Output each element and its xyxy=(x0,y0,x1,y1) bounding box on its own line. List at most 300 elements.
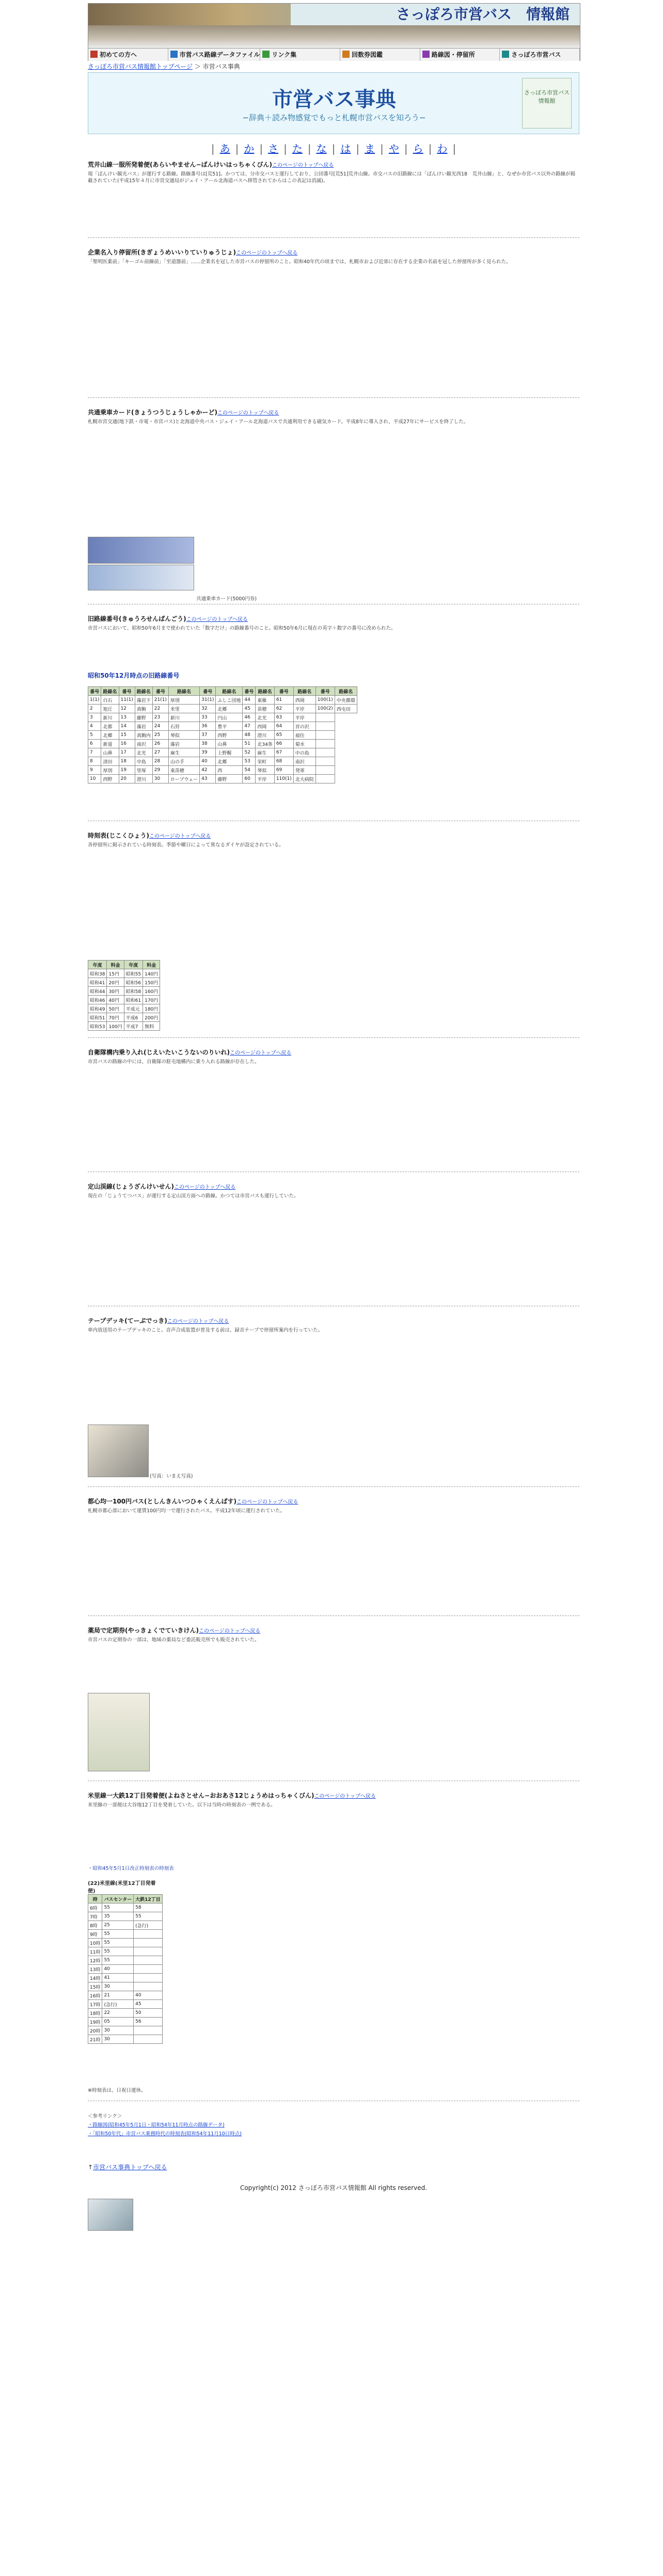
related-link-timetable[interactable]: ・「昭和50年代」市営バス乗務時代の時刻表(昭和54年11月10日時点) xyxy=(88,2131,242,2137)
table-row xyxy=(88,1921,163,1930)
table-cell: 豊平 xyxy=(216,722,243,731)
entry-body: 札幌市都心部において運賃100円均一で運行されたバス。平成12年頃に運行されていた。 xyxy=(88,1508,286,1514)
table-cell: 5 xyxy=(88,731,101,740)
table-cell: 55 xyxy=(102,1956,134,1965)
nav-square-icon xyxy=(342,51,350,58)
table-cell: 18 xyxy=(119,757,135,766)
kana-link-a[interactable]: あ xyxy=(219,142,230,155)
page-subtitle: −辞典＋読み物感覚でもっと札幌市営バスを知ろう− xyxy=(242,113,426,122)
column-header: 路線名 xyxy=(216,687,243,696)
table-cell: 65 xyxy=(274,731,293,740)
table-cell: 160円 xyxy=(143,987,160,996)
table-cell: 山鼻 xyxy=(101,748,119,757)
table-cell: 40円 xyxy=(107,996,124,1004)
table-cell: 新川 xyxy=(168,713,199,722)
old-route-heading: 昭和50年12月時点の旧路線番号 xyxy=(88,672,180,679)
table-cell: 11(1) xyxy=(119,696,135,705)
table-cell: 清田 xyxy=(101,757,119,766)
nav-square-icon xyxy=(90,51,98,58)
table-cell: 53 xyxy=(243,757,256,766)
table-cell: 50円 xyxy=(107,1004,124,1013)
kana-link-wa[interactable]: わ xyxy=(437,142,448,155)
table-cell: 9時 xyxy=(88,1930,102,1939)
nav-label: さっぽろ市営バス xyxy=(511,51,561,58)
page-title: 市営バス事典 xyxy=(272,87,396,111)
table-cell: 琴似 xyxy=(168,731,199,740)
top-nav xyxy=(88,48,580,61)
table-cell: 昭和58 xyxy=(124,987,143,996)
table-cell: 55 xyxy=(102,1903,134,1912)
table-cell: 19時 xyxy=(88,2018,102,2026)
table-cell: 35 xyxy=(102,1912,134,1921)
table-cell: 新川 xyxy=(101,713,119,722)
table-row xyxy=(88,740,357,748)
entry-title: 自衛隊構内乗り入れ(じえいたいこうないのりいれ)このページのトップへ戻る xyxy=(88,1049,292,1056)
nav-square-icon xyxy=(262,51,270,58)
table-cell: 15 xyxy=(119,731,135,740)
table-cell: 琴似 xyxy=(256,766,274,775)
table-cell: 150円 xyxy=(143,978,160,987)
table-cell: 100円 xyxy=(107,1022,124,1031)
table-cell: 20円 xyxy=(107,978,124,987)
back-to-top-link[interactable]: このページのトップへ戻る xyxy=(149,834,211,839)
common-card-image-1 xyxy=(88,537,194,564)
entry-timetable xyxy=(88,831,579,849)
table-cell: 45 xyxy=(134,2000,163,2009)
table-cell xyxy=(134,1930,163,1939)
table-cell xyxy=(315,731,335,740)
pharmacy-pass-photo xyxy=(88,1693,150,1771)
divider xyxy=(88,237,579,238)
entry-pharmacy-pass xyxy=(88,1626,579,1643)
table-cell: 7時 xyxy=(88,1912,102,1921)
table-cell: 厚別 xyxy=(101,766,119,775)
table-cell xyxy=(315,740,335,748)
table-cell: 新道 xyxy=(101,740,119,748)
table-row xyxy=(88,1022,160,1031)
table-cell: 山の手 xyxy=(168,757,199,766)
kana-link-ya[interactable]: や xyxy=(388,142,399,155)
kana-link-ha[interactable]: は xyxy=(340,142,351,155)
table-cell: 菊水 xyxy=(293,740,315,748)
entry-100yen-bus xyxy=(88,1497,579,1514)
table-cell: 13時 xyxy=(88,1965,102,1974)
table-cell: 68 xyxy=(274,757,293,766)
table-cell: 真駒内 xyxy=(135,731,152,740)
table-cell: 17時 xyxy=(88,2000,102,2009)
schedule-caption: (22)米里線(米里12丁目発着便) xyxy=(88,1881,156,1894)
table-cell xyxy=(315,766,335,775)
table-cell: (急行) xyxy=(102,2000,134,2009)
table-cell: 63 xyxy=(274,713,293,722)
table-row xyxy=(88,969,160,978)
table-cell: 55 xyxy=(102,1947,134,1956)
hero-banner xyxy=(88,72,579,134)
nav-item-map[interactable] xyxy=(420,49,500,61)
table-cell: 13 xyxy=(119,713,135,722)
table-cell: 30 xyxy=(102,2026,134,2035)
table-cell: 北34条 xyxy=(256,740,274,748)
table-cell: 北郷 xyxy=(101,731,119,740)
table-cell: 25 xyxy=(102,1921,134,1930)
table-cell: 白石 xyxy=(101,696,119,705)
table-cell: 10 xyxy=(88,775,101,783)
table-header-row xyxy=(88,961,160,969)
table-cell: 30 xyxy=(102,1982,134,1991)
table-cell: 藻岩 xyxy=(135,722,152,731)
table-cell: ローブウェー xyxy=(168,775,199,783)
table-cell: 47 xyxy=(243,722,256,731)
table-row xyxy=(88,748,357,757)
table-cell: 55 xyxy=(134,1912,163,1921)
back-to-top-link[interactable]: このページのトップへ戻る xyxy=(235,250,298,256)
table-row xyxy=(88,2035,163,2044)
table-cell: 110(1) xyxy=(274,775,293,783)
schedule-footnote: ※時刻表は、日祝日運休。 xyxy=(88,2088,146,2093)
nav-item-intro[interactable] xyxy=(88,49,168,61)
table-cell: 発寒 xyxy=(293,766,315,775)
table-cell xyxy=(134,1947,163,1956)
table-cell: 11時 xyxy=(88,1947,102,1956)
table-row xyxy=(88,2009,163,2018)
old-route-table xyxy=(88,686,357,783)
mascot-label: さっぽろ市営バス情報館 xyxy=(524,89,570,104)
entry-old-route-number xyxy=(88,614,579,632)
nav-item-links[interactable] xyxy=(260,49,340,61)
back-to-top-link[interactable]: このページのトップへ戻る xyxy=(314,1794,376,1799)
entry-common-card xyxy=(88,408,579,425)
table-row xyxy=(88,775,357,783)
table-cell: 36 xyxy=(200,722,216,731)
table-cell: 福住 xyxy=(293,731,315,740)
fare-table-container xyxy=(88,960,160,1031)
table-row xyxy=(88,1974,163,1982)
kana-link-sa[interactable]: さ xyxy=(268,142,279,155)
table-cell: 南沢 xyxy=(293,757,315,766)
table-body xyxy=(88,1903,163,2044)
table-cell: 中央循環 xyxy=(335,696,357,705)
table-row xyxy=(88,987,160,996)
table-cell: 52 xyxy=(243,748,256,757)
table-cell: 28 xyxy=(152,757,168,766)
entry-sdf xyxy=(88,1048,579,1065)
back-to-top-link[interactable]: このページのトップへ戻る xyxy=(198,1628,261,1634)
back-to-index-link[interactable]: 市営バス事典トップへ戻る xyxy=(93,2164,167,2171)
table-row xyxy=(88,1004,160,1013)
table-cell: 16時 xyxy=(88,1991,102,2000)
entry-body: 米里線の一部便は大谷地12丁目を発着していた。以下は当時の時刻表の一例である。 xyxy=(88,1802,276,1808)
back-to-index xyxy=(88,2163,167,2171)
entry-body: 札幌市営交通(地下鉄・市電・市営バス)と北海道中央バス・ジェイ・アール北海道バスで共通利用できる磁気カード。平成8年に導入され、平成27年にサービスを終了した。 xyxy=(88,419,469,425)
table-cell: 東苗穂 xyxy=(168,766,199,775)
table-header-row xyxy=(88,1895,163,1903)
table-cell: 栄町 xyxy=(256,757,274,766)
entry-yonesato-line xyxy=(88,1791,579,1809)
column-header: 料金 xyxy=(107,961,124,969)
table-cell: 20時 xyxy=(88,2026,102,2035)
table-cell: 60 xyxy=(243,775,256,783)
entry-araiyama xyxy=(88,160,579,184)
table-row xyxy=(88,705,357,713)
nav-square-icon xyxy=(170,51,178,58)
table-cell: 46 xyxy=(243,713,256,722)
column-header: 路線名 xyxy=(256,687,274,696)
column-header: 番号 xyxy=(88,687,101,696)
related-link-route-map[interactable]: ・路線図(昭和45年5月1日・昭和54年11月時点の路線データ) xyxy=(88,2122,225,2128)
table-row xyxy=(88,1982,163,1991)
table-cell: 12 xyxy=(119,705,135,713)
table-cell: 51 xyxy=(243,740,256,748)
table-cell xyxy=(315,748,335,757)
table-cell xyxy=(315,775,335,783)
related-heading: ＜参考リンク＞ xyxy=(88,2114,122,2119)
table-cell: 北郷 xyxy=(216,705,243,713)
back-to-top-link[interactable]: このページのトップへ戻る xyxy=(229,1050,292,1056)
table-cell: 6 xyxy=(88,740,101,748)
table-cell: 麻生 xyxy=(168,748,199,757)
table-cell: 中の島 xyxy=(293,748,315,757)
kana-link-ta[interactable]: た xyxy=(292,142,303,155)
table-cell: 100(1) xyxy=(315,696,335,705)
column-header: 年度 xyxy=(88,961,107,969)
card-caption: 共通乗車カード(5000円券) xyxy=(196,596,257,602)
table-cell: 無料 xyxy=(143,1022,160,1031)
kana-link-na[interactable]: な xyxy=(316,142,327,155)
table-cell: 9 xyxy=(88,766,101,775)
table-cell: 23 xyxy=(152,713,168,722)
table-cell: 1(1) xyxy=(88,696,101,705)
table-cell: 21時 xyxy=(88,2035,102,2044)
table-cell: 20 xyxy=(119,775,135,783)
table-row xyxy=(88,2026,163,2035)
entry-title: 米里線一大鉄12丁目発着便(よねさとせん−おおあさ12じょうめはっちゃくびん)このページのトップへ戻る xyxy=(88,1792,376,1799)
back-to-top-link[interactable]: このページのトップへ戻る xyxy=(272,163,334,168)
table-cell: 14時 xyxy=(88,1974,102,1982)
back-to-top-link[interactable]: このページのトップへ戻る xyxy=(173,1185,236,1190)
table-cell: 麻生 xyxy=(256,748,274,757)
banner-photo xyxy=(88,25,580,48)
table-cell: 東雁 xyxy=(256,696,274,705)
table-cell: 26 xyxy=(152,740,168,748)
back-to-top-link[interactable]: このページのトップへ戻る xyxy=(186,617,248,622)
table-cell: 西岡 xyxy=(256,722,274,731)
site-banner xyxy=(88,3,580,61)
table-cell xyxy=(134,1982,163,1991)
table-cell: 平成7 xyxy=(124,1022,143,1031)
table-row xyxy=(88,978,160,987)
entry-body: 各停留所に掲示されている時刻表。季節や曜日によって異なるダイヤが設定されている。 xyxy=(88,842,284,848)
table-row xyxy=(88,996,160,1004)
entry-body: 車内放送用のテープデッキのこと。音声合成装置が普及する前は、録音テープで停留所案内を行っていた。 xyxy=(88,1327,323,1333)
table-cell: 北郷 xyxy=(216,757,243,766)
table-cell: 里塚 xyxy=(135,766,152,775)
divider xyxy=(88,1037,579,1038)
table-cell: 21 xyxy=(102,1991,134,2000)
table-cell xyxy=(134,1939,163,1947)
table-cell: 北光 xyxy=(135,748,152,757)
table-cell: 30円 xyxy=(107,987,124,996)
kana-link-ka[interactable]: か xyxy=(244,142,255,155)
table-cell: 62 xyxy=(274,705,293,713)
table-cell: 澄川 xyxy=(135,775,152,783)
breadcrumb-separator: ＞ xyxy=(192,63,203,70)
breadcrumb-home-link[interactable]: さっぽろ市営バス情報館トップページ xyxy=(88,63,193,70)
table-cell: 西 xyxy=(216,766,243,775)
schedule-table-container xyxy=(88,1879,163,2044)
entry-body: 市営バスの定期券の一部は、地域の薬局など委託販売所でも販売されていた。 xyxy=(88,1637,260,1643)
table-cell: 180円 xyxy=(143,1004,160,1013)
mascot-logo xyxy=(522,78,572,129)
table-cell: 昭和56 xyxy=(124,978,143,987)
table-cell xyxy=(134,2026,163,2035)
table-row xyxy=(88,722,357,731)
entry-title: 定山渓線(じょうざんけいせん)このページのトップへ戻る xyxy=(88,1183,236,1190)
entry-body: 「聖明医薬前」「キーゴル前線前」「至道器前」……企業名を冠した市営バスの停留所のこと。昭和40年代の頃までは、札幌市および近郊に存在する企業の名前を冠した停留所が多く見られた。 xyxy=(88,259,511,265)
column-header: 番号 xyxy=(152,687,168,696)
table-cell: 6時 xyxy=(88,1903,102,1912)
table-cell: 真駒 xyxy=(135,705,152,713)
column-header: 路線名 xyxy=(168,687,199,696)
table-row xyxy=(88,1947,163,1956)
table-cell: 39 xyxy=(200,748,216,757)
table-cell: 苗穂 xyxy=(256,705,274,713)
kana-link-ra[interactable]: ら xyxy=(413,142,423,155)
table-cell xyxy=(134,2035,163,2044)
table-cell: 藤野 xyxy=(135,713,152,722)
column-header: 番号 xyxy=(315,687,335,696)
nav-item-route-data[interactable] xyxy=(168,49,261,61)
table-cell: 昭和44 xyxy=(88,987,107,996)
table-cell: 14 xyxy=(119,722,135,731)
table-row xyxy=(88,731,357,740)
table-cell: 66 xyxy=(274,740,293,748)
table-cell: 藻岩 xyxy=(168,740,199,748)
table-cell: 旭丘 xyxy=(101,705,119,713)
table-cell: 38 xyxy=(200,740,216,748)
table-cell: 27 xyxy=(152,748,168,757)
table-cell: 平岸 xyxy=(293,713,315,722)
table-cell: 南沢 xyxy=(135,740,152,748)
table-cell: 40 xyxy=(134,1991,163,2000)
entry-tape-deck xyxy=(88,1316,579,1334)
site-title: さっぽろ市営バス 情報館 xyxy=(291,4,580,25)
entry-title: 共通乗車カード(きょうつうじょうしゃかーど)このページのトップへ戻る xyxy=(88,409,279,416)
table-cell: 29 xyxy=(152,766,168,775)
table-cell: 昭和49 xyxy=(88,1004,107,1013)
column-header: 大鉄12丁目 xyxy=(134,1895,163,1903)
table-cell: 石狩 xyxy=(168,722,199,731)
table-cell: 円山 xyxy=(216,713,243,722)
entry-body: 現在の「じょうてつバス」が運行する定山渓方面への路線。かつては市営バスも運行していた。 xyxy=(88,1193,299,1199)
tape-deck-photo xyxy=(88,1425,149,1477)
table-cell: (急行) xyxy=(134,1921,163,1930)
nav-label: 路線図・停留所 xyxy=(431,51,475,58)
table-cell: 昭和38 xyxy=(88,969,107,978)
table-cell: 藤野 xyxy=(216,775,243,783)
table-cell: 58 xyxy=(134,1903,163,1912)
table-cell: 19 xyxy=(119,766,135,775)
back-to-top-link[interactable]: このページのトップへ戻る xyxy=(167,1319,229,1324)
table-cell: 16 xyxy=(119,740,135,748)
table-cell: 22 xyxy=(152,705,168,713)
column-header: 路線名 xyxy=(135,687,152,696)
table-cell: 50 xyxy=(134,2009,163,2018)
table-cell: 56 xyxy=(134,2018,163,2026)
back-to-top-link[interactable]: このページのトップへ戻る xyxy=(236,1499,298,1505)
entry-title: 旧路線番号(きゅうろせんばんごう)このページのトップへ戻る xyxy=(88,615,248,622)
nav-item-tickets[interactable] xyxy=(340,49,420,61)
table-row xyxy=(88,766,357,775)
breadcrumb-current: 市営バス事典 xyxy=(202,63,240,70)
column-header: 番号 xyxy=(243,687,256,696)
table-cell: 55 xyxy=(102,1939,134,1947)
column-header: 番号 xyxy=(200,687,216,696)
table-cell: 15円 xyxy=(107,969,124,978)
column-header: 路線名 xyxy=(335,687,357,696)
table-cell: 平岸 xyxy=(256,775,274,783)
divider xyxy=(88,1486,579,1487)
table-cell: 70円 xyxy=(107,1013,124,1022)
table-row xyxy=(88,1903,163,1912)
table-cell: 中島 xyxy=(135,757,152,766)
table-cell: 8時 xyxy=(88,1921,102,1930)
table-cell: 54 xyxy=(243,766,256,775)
table-cell: 4 xyxy=(88,722,101,731)
table-cell: 33 xyxy=(200,713,216,722)
entry-title: 荒井山線一服所発着便(あらいやません−ばんけいはっちゃくびん)このページのトップへ戻る xyxy=(88,161,334,168)
footer-bus-photo xyxy=(88,2199,133,2231)
table-body xyxy=(88,969,160,1031)
divider xyxy=(88,1615,579,1616)
nav-item-bus[interactable] xyxy=(500,49,580,61)
column-header: 番号 xyxy=(119,687,135,696)
table-cell: 25 xyxy=(152,731,168,740)
table-cell: 藻岩下 xyxy=(135,696,152,705)
back-arrow-icon: ↑ xyxy=(88,2164,93,2171)
table-cell xyxy=(315,722,335,731)
table-cell: 69 xyxy=(274,766,293,775)
table-cell: 平成6 xyxy=(124,1013,143,1022)
table-cell: 米里 xyxy=(168,705,199,713)
table-cell: 昭和46 xyxy=(88,996,107,1004)
table-body xyxy=(88,696,357,783)
table-cell: 宮の沢 xyxy=(293,722,315,731)
table-cell: 平成元 xyxy=(124,1004,143,1013)
table-cell: 昭和61 xyxy=(124,996,143,1004)
table-cell: 北光 xyxy=(256,713,274,722)
table-cell: 15時 xyxy=(88,1982,102,1991)
fare-table xyxy=(88,960,160,1031)
back-to-top-link[interactable]: このページのトップへ戻る xyxy=(217,410,279,416)
table-cell: 200円 xyxy=(143,1013,160,1022)
column-header: 番号 xyxy=(274,687,293,696)
table-cell: 170円 xyxy=(143,996,160,1004)
photo-caption: (写真：いまえ写真) xyxy=(150,1474,193,1479)
kana-link-ma[interactable]: ま xyxy=(365,142,375,155)
table-cell: 山鼻 xyxy=(216,740,243,748)
nav-label: リンク集 xyxy=(272,51,297,58)
table-cell: 40 xyxy=(102,1965,134,1974)
table-cell: 32 xyxy=(200,705,216,713)
table-row xyxy=(88,1912,163,1921)
divider xyxy=(88,397,579,398)
entry-title: 都心均一100円バス(としんきんいつひゃくえんばす)このページのトップへ戻る xyxy=(88,1498,298,1505)
table-cell: 22 xyxy=(102,2009,134,2018)
entry-body: 市営バスの路線の中には、自衛隊の駐屯地構内に乗り入れる路線が存在した。 xyxy=(88,1059,260,1065)
table-cell: 55 xyxy=(102,1930,134,1939)
schedule-note: ・昭和45年5月1日改正時刻表の時刻表 xyxy=(88,1866,174,1871)
nav-label: 初めての方へ xyxy=(100,51,137,58)
